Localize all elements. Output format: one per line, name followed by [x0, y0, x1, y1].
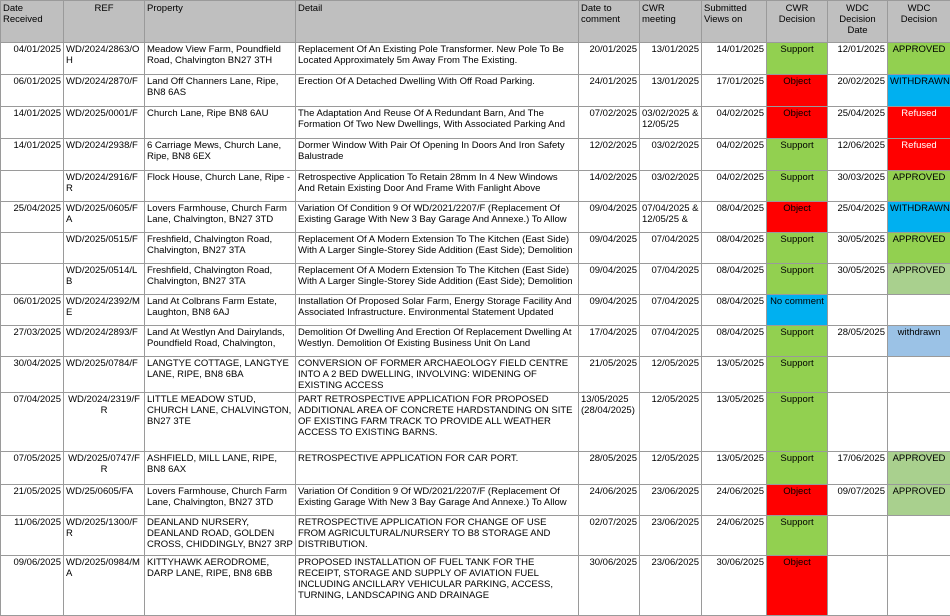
- cell-date-received[interactable]: 25/04/2025: [1, 202, 64, 233]
- cell-date-received[interactable]: [1, 264, 64, 295]
- cell-cwr-meeting[interactable]: 03/02/2025 & 12/05/25: [640, 107, 702, 139]
- table-row[interactable]: [1, 75, 950, 107]
- header-cwr-decision[interactable]: CWR Decision: [767, 1, 828, 43]
- cell-property[interactable]: Flock House, Church Lane, Ripe -: [145, 171, 296, 202]
- cell-detail[interactable]: Installation Of Proposed Solar Farm, Energy Storage Facility And Associated Infrastructure. Environmental Statement Updated: [296, 295, 579, 326]
- cell-wdc-decision-date[interactable]: 30/05/2025: [828, 264, 888, 295]
- cell-cwr-meeting[interactable]: 12/05/2025: [640, 452, 702, 485]
- cell-detail[interactable]: Replacement Of A Modern Extension To The Kitchen (East Side) With A Larger Single-Storey Side Addition (East Side); Demolition: [296, 264, 579, 295]
- table-row[interactable]: [1, 139, 950, 171]
- cell-cwr-meeting[interactable]: 13/01/2025: [640, 75, 702, 107]
- cell-cwr-decision[interactable]: Support: [767, 326, 828, 357]
- cell-date-received[interactable]: 11/06/2025: [1, 516, 64, 556]
- header-submitted-views[interactable]: Submitted Views on: [702, 1, 767, 43]
- cell-cwr-decision[interactable]: Support: [767, 357, 828, 393]
- cell-date-to-comment[interactable]: 02/07/2025: [579, 516, 640, 556]
- cell-date-to-comment[interactable]: 24/01/2025: [579, 75, 640, 107]
- cell-property[interactable]: Meadow View Farm, Poundfield Road, Chalvington BN27 3TH: [145, 43, 296, 75]
- cell-property[interactable]: Freshfield, Chalvington Road, Chalvington, BN27 3TA: [145, 264, 296, 295]
- table-row[interactable]: [1, 202, 950, 233]
- cell-wdc-decision-date[interactable]: [828, 393, 888, 452]
- cell-cwr-decision[interactable]: Support: [767, 43, 828, 75]
- cell-ref[interactable]: WD/2025/0515/F: [64, 233, 145, 264]
- cell-cwr-meeting[interactable]: 23/06/2025: [640, 516, 702, 556]
- table-row[interactable]: [1, 452, 950, 485]
- cell-submitted-views[interactable]: 08/04/2025: [702, 233, 767, 264]
- cell-wdc-decision[interactable]: APPROVED: [888, 233, 950, 264]
- cell-date-received[interactable]: 09/06/2025: [1, 556, 64, 616]
- cell-ref[interactable]: WD/2025/0784/F: [64, 357, 145, 393]
- cell-submitted-views[interactable]: 08/04/2025: [702, 264, 767, 295]
- cell-detail[interactable]: CONVERSION OF FORMER ARCHAEOLOGY FIELD CENTRE INTO A 2 BED DWELLING, INVOLVING: WIDENING OF EXISTING ACCESS: [296, 357, 579, 393]
- cell-cwr-decision[interactable]: Support: [767, 171, 828, 202]
- table-row[interactable]: [1, 326, 950, 357]
- cell-detail[interactable]: Erection Of A Detached Dwelling With Off Road Parking.: [296, 75, 579, 107]
- table-row[interactable]: [1, 295, 950, 326]
- header-cwr-meeting[interactable]: CWR meeting: [640, 1, 702, 43]
- cell-ref[interactable]: WD/2025/0514/LB: [64, 264, 145, 295]
- cell-wdc-decision[interactable]: APPROVED: [888, 171, 950, 202]
- table-row[interactable]: [1, 43, 950, 75]
- cell-cwr-decision[interactable]: Support: [767, 516, 828, 556]
- cell-cwr-meeting[interactable]: 07/04/2025 & 12/05/25 &: [640, 202, 702, 233]
- cell-date-received[interactable]: 14/01/2025: [1, 107, 64, 139]
- cell-submitted-views[interactable]: 13/05/2025: [702, 393, 767, 452]
- cell-detail[interactable]: Variation Of Condition 9 Of WD/2021/2207/F (Replacement Of Existing Garage With New 3 Bay Garage And Annexe.) To Allow: [296, 202, 579, 233]
- cell-submitted-views[interactable]: 04/02/2025: [702, 171, 767, 202]
- header-ref[interactable]: REF: [64, 1, 145, 43]
- cell-wdc-decision[interactable]: [888, 516, 950, 556]
- cell-cwr-meeting[interactable]: 03/02/2025: [640, 139, 702, 171]
- table-body: [1, 43, 950, 616]
- cell-date-to-comment[interactable]: 12/02/2025: [579, 139, 640, 171]
- cell-property[interactable]: Freshfield, Chalvington Road, Chalvington, BN27 3TA: [145, 233, 296, 264]
- cell-cwr-decision[interactable]: Object: [767, 107, 828, 139]
- cell-detail[interactable]: Variation Of Condition 9 Of WD/2021/2207/F (Replacement Of Existing Garage With New 3 Bay Garage And Annexe.) To Allow: [296, 485, 579, 516]
- cell-cwr-meeting[interactable]: 03/02/2025: [640, 171, 702, 202]
- cell-property[interactable]: ASHFIELD, MILL LANE, RIPE, BN8 6AX: [145, 452, 296, 485]
- cell-detail[interactable]: Replacement Of A Modern Extension To The Kitchen (East Side) With A Larger Single-Storey Side Addition (East Side); Demolition: [296, 233, 579, 264]
- cell-date-to-comment[interactable]: 30/06/2025: [579, 556, 640, 616]
- cell-wdc-decision-date[interactable]: 30/05/2025: [828, 233, 888, 264]
- cell-ref[interactable]: WD/25/0605/FA: [64, 485, 145, 516]
- cell-submitted-views[interactable]: 30/06/2025: [702, 556, 767, 616]
- cell-date-received[interactable]: 14/01/2025: [1, 139, 64, 171]
- cell-wdc-decision-date[interactable]: 17/06/2025: [828, 452, 888, 485]
- cell-cwr-meeting[interactable]: 07/04/2025: [640, 264, 702, 295]
- table-row[interactable]: [1, 393, 950, 452]
- cell-date-to-comment[interactable]: 20/01/2025: [579, 43, 640, 75]
- cell-ref[interactable]: WD/2024/2863/OH: [64, 43, 145, 75]
- cell-date-received[interactable]: 04/01/2025: [1, 43, 64, 75]
- cell-detail[interactable]: The Adaptation And Reuse Of A Redundant Barn, And The Formation Of Two New Dwellings, With Associated Parking And: [296, 107, 579, 139]
- cell-cwr-decision[interactable]: Support: [767, 393, 828, 452]
- cell-date-received[interactable]: 06/01/2025: [1, 295, 64, 326]
- cell-wdc-decision[interactable]: WITHDRAWN: [888, 75, 950, 107]
- cell-ref[interactable]: WD/2025/0984/MA: [64, 556, 145, 616]
- cell-cwr-meeting[interactable]: 23/06/2025: [640, 485, 702, 516]
- cell-ref[interactable]: WD/2024/2938/F: [64, 139, 145, 171]
- cell-property[interactable]: 6 Carriage Mews, Church Lane, Ripe, BN8 6EX: [145, 139, 296, 171]
- cell-wdc-decision-date[interactable]: 25/04/2025: [828, 107, 888, 139]
- cell-wdc-decision[interactable]: APPROVED: [888, 485, 950, 516]
- cell-wdc-decision[interactable]: [888, 556, 950, 616]
- cell-wdc-decision-date[interactable]: [828, 295, 888, 326]
- cell-wdc-decision[interactable]: [888, 295, 950, 326]
- table-header: [1, 1, 950, 43]
- cell-date-to-comment[interactable]: 28/05/2025: [579, 452, 640, 485]
- cell-ref[interactable]: WD/2024/2392/ME: [64, 295, 145, 326]
- cell-date-received[interactable]: 07/05/2025: [1, 452, 64, 485]
- cell-submitted-views[interactable]: 04/02/2025: [702, 139, 767, 171]
- header-date-to-comment[interactable]: Date to comment: [579, 1, 640, 43]
- cell-wdc-decision[interactable]: Refused: [888, 107, 950, 139]
- cell-submitted-views[interactable]: 13/05/2025: [702, 452, 767, 485]
- cell-wdc-decision-date[interactable]: 20/02/2025: [828, 75, 888, 107]
- cell-property[interactable]: DEANLAND NURSERY, DEANLAND ROAD, GOLDEN CROSS, CHIDDINGLY, BN27 3RP: [145, 516, 296, 556]
- cell-cwr-decision[interactable]: Support: [767, 233, 828, 264]
- cell-detail[interactable]: RETROSPECTIVE APPLICATION FOR CAR PORT.: [296, 452, 579, 485]
- cell-cwr-decision[interactable]: No comment: [767, 295, 828, 326]
- header-detail[interactable]: Detail: [296, 1, 579, 43]
- cell-ref[interactable]: WD/2025/0747/F R: [64, 452, 145, 485]
- cell-submitted-views[interactable]: 14/01/2025: [702, 43, 767, 75]
- cell-date-received[interactable]: 06/01/2025: [1, 75, 64, 107]
- cell-detail[interactable]: Demolition Of Dwelling And Erection Of Replacement Dwelling At Westlyn. Demolition Of Existing Business Unit On Land: [296, 326, 579, 357]
- cell-wdc-decision-date[interactable]: 12/01/2025: [828, 43, 888, 75]
- cell-ref[interactable]: WD/2024/2916/FR: [64, 171, 145, 202]
- cell-date-to-comment[interactable]: 14/02/2025: [579, 171, 640, 202]
- cell-property[interactable]: Land At Colbrans Farm Estate, Laughton, BN8 6AJ: [145, 295, 296, 326]
- cell-wdc-decision-date[interactable]: 25/04/2025: [828, 202, 888, 233]
- cell-detail[interactable]: Retrospective Application To Retain 28mm In 4 New Windows And Retain Existing Door And Frame With Fanlight Above: [296, 171, 579, 202]
- cell-submitted-views[interactable]: 08/04/2025: [702, 326, 767, 357]
- cell-property[interactable]: Lovers Farmhouse, Church Farm Lane, Chalvington, BN27 3TD: [145, 202, 296, 233]
- table-row[interactable]: [1, 233, 950, 264]
- cell-property[interactable]: Lovers Farmhouse, Church Farm Lane, Chalvington, BN27 3TD: [145, 485, 296, 516]
- cell-property[interactable]: Church Lane, Ripe BN8 6AU: [145, 107, 296, 139]
- table-row[interactable]: [1, 485, 950, 516]
- cell-wdc-decision[interactable]: [888, 393, 950, 452]
- cell-submitted-views[interactable]: 04/02/2025: [702, 107, 767, 139]
- header-wdc-decision-date[interactable]: WDC Decision Date: [828, 1, 888, 43]
- cell-cwr-decision[interactable]: Support: [767, 139, 828, 171]
- cell-date-to-comment[interactable]: 09/04/2025: [579, 264, 640, 295]
- cell-cwr-decision[interactable]: Support: [767, 264, 828, 295]
- cell-wdc-decision-date[interactable]: 30/03/2025: [828, 171, 888, 202]
- cell-cwr-meeting[interactable]: 12/05/2025: [640, 393, 702, 452]
- cell-wdc-decision-date[interactable]: 12/06/2025: [828, 139, 888, 171]
- cell-submitted-views[interactable]: 08/04/2025: [702, 202, 767, 233]
- table-row[interactable]: [1, 264, 950, 295]
- cell-cwr-meeting[interactable]: 12/05/2025: [640, 357, 702, 393]
- table-row[interactable]: [1, 516, 950, 556]
- cell-cwr-decision[interactable]: Object: [767, 556, 828, 616]
- cell-date-received[interactable]: 27/03/2025: [1, 326, 64, 357]
- cell-date-to-comment[interactable]: 09/04/2025: [579, 295, 640, 326]
- cell-submitted-views[interactable]: 13/05/2025: [702, 357, 767, 393]
- cell-submitted-views[interactable]: 08/04/2025: [702, 295, 767, 326]
- cell-cwr-decision[interactable]: Object: [767, 202, 828, 233]
- cell-cwr-meeting[interactable]: 07/04/2025: [640, 233, 702, 264]
- cell-wdc-decision-date[interactable]: [828, 516, 888, 556]
- cell-wdc-decision[interactable]: Refused: [888, 139, 950, 171]
- cell-detail[interactable]: PROPOSED INSTALLATION OF FUEL TANK FOR THE RECEIPT, STORAGE AND SUPPLY OF AVIATION FUEL INCLUDING ANCILLARY VEHICULAR PARKING, ACCESS, TURNING, LANDSCAPING AND DRAINAGE: [296, 556, 579, 616]
- header-date-received[interactable]: Date Received: [1, 1, 64, 43]
- cell-date-received[interactable]: [1, 233, 64, 264]
- cell-date-received[interactable]: 30/04/2025: [1, 357, 64, 393]
- table-row[interactable]: [1, 171, 950, 202]
- cell-ref[interactable]: WD/2024/2870/F: [64, 75, 145, 107]
- header-property[interactable]: Property: [145, 1, 296, 43]
- cell-wdc-decision[interactable]: APPROVED: [888, 264, 950, 295]
- cell-date-received[interactable]: [1, 171, 64, 202]
- cell-wdc-decision-date[interactable]: 28/05/2025: [828, 326, 888, 357]
- cell-detail[interactable]: Dormer Window With Pair Of Opening In Doors And Iron Safety Balustrade: [296, 139, 579, 171]
- cell-cwr-meeting[interactable]: 07/04/2025: [640, 326, 702, 357]
- cell-wdc-decision[interactable]: APPROVED: [888, 452, 950, 485]
- cell-ref[interactable]: WD/2025/0001/F: [64, 107, 145, 139]
- table-row[interactable]: [1, 556, 950, 616]
- cell-wdc-decision-date[interactable]: [828, 357, 888, 393]
- cell-date-to-comment[interactable]: 09/04/2025: [579, 202, 640, 233]
- cell-submitted-views[interactable]: 17/01/2025: [702, 75, 767, 107]
- header-wdc-decision[interactable]: WDC Decision: [888, 1, 950, 43]
- cell-wdc-decision[interactable]: [888, 357, 950, 393]
- cell-property[interactable]: KITTYHAWK AERODROME, DARP LANE, RIPE, BN8 6BB: [145, 556, 296, 616]
- cell-ref[interactable]: WD/2025/0605/FA: [64, 202, 145, 233]
- cell-detail[interactable]: PART RETROSPECTIVE APPLICATION FOR PROPOSED ADDITIONAL AREA OF CONCRETE HARDSTANDING ON SITE OF EXISTING FARM TRACK TO PROVIDE ALL WEATHER ACCESS TO EXISTING BARNS.: [296, 393, 579, 452]
- cell-cwr-decision[interactable]: Support: [767, 452, 828, 485]
- cell-ref[interactable]: WD/2025/1300/FR: [64, 516, 145, 556]
- cell-property[interactable]: Land Off Channers Lane, Ripe, BN8 6AS: [145, 75, 296, 107]
- cell-wdc-decision[interactable]: withdrawn: [888, 326, 950, 357]
- cell-wdc-decision[interactable]: WITHDRAWN: [888, 202, 950, 233]
- cell-cwr-decision[interactable]: Object: [767, 485, 828, 516]
- cell-submitted-views[interactable]: 24/06/2025: [702, 485, 767, 516]
- cell-date-to-comment[interactable]: 07/02/2025: [579, 107, 640, 139]
- cell-cwr-meeting[interactable]: 23/06/2025: [640, 556, 702, 616]
- cell-wdc-decision-date[interactable]: [828, 556, 888, 616]
- cell-date-to-comment[interactable]: 13/05/2025 (28/04/2025): [579, 393, 640, 452]
- cell-cwr-decision[interactable]: Object: [767, 75, 828, 107]
- cell-detail[interactable]: Replacement Of An Existing Pole Transformer. New Pole To Be Located Approximately 5m Away From The Existing.: [296, 43, 579, 75]
- cell-date-to-comment[interactable]: 21/05/2025: [579, 357, 640, 393]
- cell-wdc-decision[interactable]: APPROVED: [888, 43, 950, 75]
- cell-date-to-comment[interactable]: 24/06/2025: [579, 485, 640, 516]
- cell-property[interactable]: LANGTYE COTTAGE, LANGTYE LANE, RIPE, BN8 6BA: [145, 357, 296, 393]
- table-row[interactable]: [1, 357, 950, 393]
- cell-ref[interactable]: WD/2024/2319/F R: [64, 393, 145, 452]
- cell-property[interactable]: Land At Westlyn And Dairylands, Poundfield Road, Chalvington,: [145, 326, 296, 357]
- cell-submitted-views[interactable]: 24/06/2025: [702, 516, 767, 556]
- cell-date-received[interactable]: 07/04/2025: [1, 393, 64, 452]
- cell-cwr-meeting[interactable]: 13/01/2025: [640, 43, 702, 75]
- cell-detail[interactable]: RETROSPECTIVE APPLICATION FOR CHANGE OF USE FROM AGRICULTURAL/NURSERY TO B8 STORAGE AND DISTRIBUTION.: [296, 516, 579, 556]
- cell-cwr-meeting[interactable]: 07/04/2025: [640, 295, 702, 326]
- cell-date-to-comment[interactable]: 17/04/2025: [579, 326, 640, 357]
- cell-date-received[interactable]: 21/05/2025: [1, 485, 64, 516]
- cell-wdc-decision-date[interactable]: 09/07/2025: [828, 485, 888, 516]
- cell-date-to-comment[interactable]: 09/04/2025: [579, 233, 640, 264]
- table-row[interactable]: [1, 107, 950, 139]
- cell-ref[interactable]: WD/2024/2893/F: [64, 326, 145, 357]
- cell-property[interactable]: LITTLE MEADOW STUD, CHURCH LANE, CHALVINGTON, BN27 3TE: [145, 393, 296, 452]
